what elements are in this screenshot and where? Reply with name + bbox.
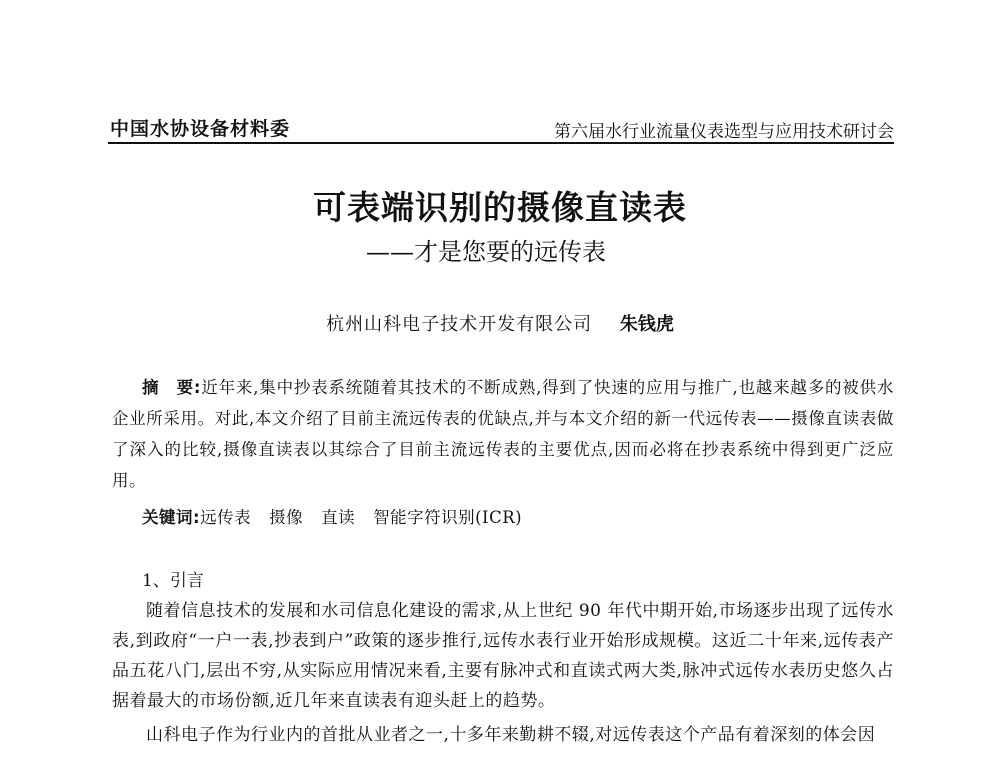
byline	[0, 310, 1000, 336]
section-body	[112, 596, 894, 750]
section-heading: 1、引言	[142, 571, 204, 591]
header-conference: 第六届水行业流量仪表选型与应用技术研讨会	[554, 122, 894, 142]
paper-subtitle: ——才是您要的远传表	[366, 238, 606, 266]
body-paragraph: 随着信息技术的发展和水司信息化建设的需求,从上世纪 90 年代中期开始,市场逐步出现了远传水表,到政府“一户一表,抄表到户”政策的逐步推行,远传水表行业开始形成规模。这近二十年来,远传表产品五花八门,层出不穷,从实际应用情况来看,主要有脉冲式和直读式两大类,脉冲式远传水表历史悠久占据着最大的市场份额,近几年来直读表有迎头赶上的趋势。	[112, 601, 894, 711]
header-organization: 中国水协设备材料委	[110, 118, 291, 140]
abstract-label: 摘 要:	[142, 378, 202, 397]
keyword: 摄像	[269, 508, 304, 527]
author-affiliation: 杭州山科电子技术开发有限公司	[326, 314, 593, 335]
keyword: 智能字符识别(ICR)	[373, 508, 523, 527]
author-name: 朱钱虎	[619, 314, 674, 335]
keywords	[142, 504, 540, 528]
paper-title: 可表端识别的摄像直读表	[313, 188, 687, 227]
keyword: 远传表	[200, 508, 252, 527]
keywords-label: 关键词:	[142, 508, 201, 527]
abstract	[112, 372, 894, 496]
keyword: 直读	[321, 508, 356, 527]
body-paragraph: 山科电子作为行业内的首批从业者之一,十多年来勤耕不辍,对远传表这个产品有着深刻的体会因	[146, 725, 876, 745]
running-header	[108, 112, 894, 144]
abstract-text: 近年来,集中抄表系统随着其技术的不断成熟,得到了快速的应用与推广,也越来越多的被供水企业所采用。对此,本文介绍了目前主流远传表的优缺点,并与本文介绍的新一代远传表——摄像直读表做了深入的比较,摄像直读表以其综合了目前主流远传表的主要优点,因而必将在抄表系统中得到更广泛应用。	[112, 378, 895, 490]
